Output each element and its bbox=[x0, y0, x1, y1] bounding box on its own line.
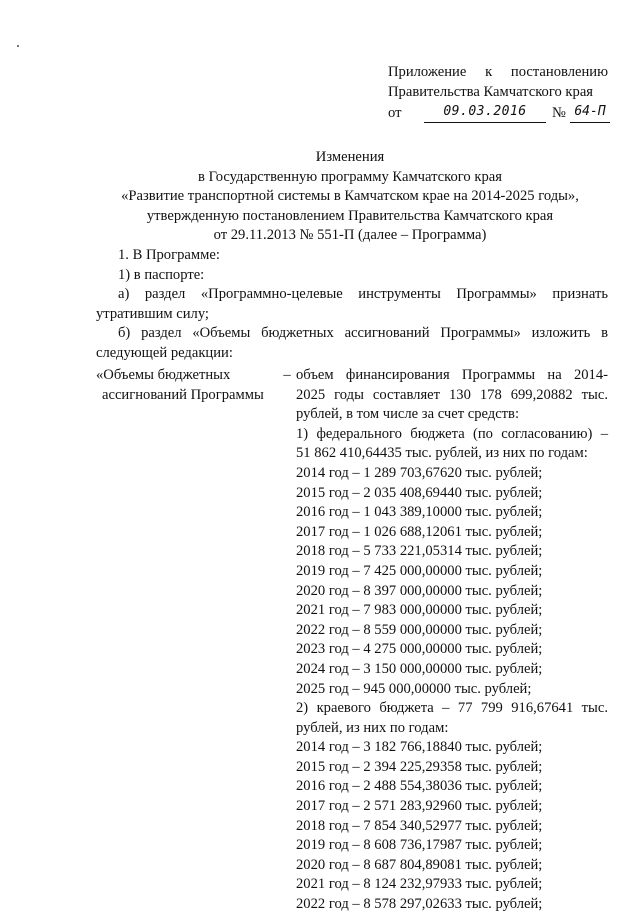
budget-line: 51 862 410,64435 тыс. рублей, из них по годам: bbox=[296, 445, 588, 462]
budget-line: 2022 год – 8 578 297,02633 тыс. рублей; bbox=[296, 896, 543, 913]
heading-line: Изменения bbox=[315, 149, 385, 165]
handwritten-date: 09.03.2016 bbox=[424, 102, 546, 123]
budget-line: 2016 год – 1 043 389,10000 тыс. рублей; bbox=[296, 504, 543, 521]
paragraph-b-line-2: следующей редакции: bbox=[96, 344, 233, 361]
budget-line: 2017 год – 1 026 688,12061 тыс. рублей; bbox=[296, 523, 543, 540]
label-line: ассигнований Программы bbox=[102, 386, 264, 403]
budget-line: 2021 год – 7 983 000,00000 тыс. рублей; bbox=[296, 602, 543, 619]
budget-table-values bbox=[296, 366, 608, 915]
paragraph-a-line-1: а) раздел «Программно-целевые инструменты Программы» признать bbox=[118, 286, 608, 303]
paragraph-in-programme: 1. В Программе: bbox=[118, 247, 220, 263]
budget-line: 2024 год – 3 150 000,00000 тыс. рублей; bbox=[296, 660, 543, 677]
budget-line: 2) краевого бюджета – 77 799 916,67641 тыс. bbox=[296, 700, 608, 717]
budget-line: 2018 год – 5 733 221,05314 тыс. рублей; bbox=[296, 543, 543, 560]
heading-line: «Развитие транспортной системы в Камчатском крае на 2014-2025 годы», bbox=[121, 188, 579, 205]
appendix-word-prilozhenie: Приложение bbox=[388, 64, 467, 80]
document-heading bbox=[60, 148, 640, 246]
budget-line: 2015 год – 2 394 225,29358 тыс. рублей; bbox=[296, 758, 543, 775]
document-body bbox=[96, 246, 608, 364]
budget-line: рублей, в том числе за счет средств: bbox=[296, 406, 520, 423]
label-line: «Объемы бюджетных bbox=[96, 367, 231, 383]
appendix-ot-label: от bbox=[388, 105, 402, 122]
budget-line: 2025 год – 945 000,00000 тыс. рублей; bbox=[296, 680, 532, 697]
paragraph-b-line-1: б) раздел «Объемы бюджетных ассигнований Программы» изложить в bbox=[118, 325, 608, 342]
appendix-word-k: к bbox=[485, 64, 493, 80]
budget-line: 2014 год – 1 289 703,67620 тыс. рублей; bbox=[296, 464, 543, 481]
heading-line: от 29.11.2013 № 551-П (далее – Программа) bbox=[213, 227, 487, 244]
heading-line: утвержденную постановлением Правительства Камчатского края bbox=[146, 207, 554, 224]
appendix-block bbox=[388, 63, 608, 126]
budget-line: 2022 год – 8 559 000,00000 тыс. рублей; bbox=[296, 621, 543, 638]
table-dash: – bbox=[283, 367, 291, 383]
paragraph-in-passport: 1) в паспорте: bbox=[118, 266, 205, 283]
budget-line: 2020 год – 8 397 000,00000 тыс. рублей; bbox=[296, 582, 543, 599]
appendix-word-postanovleniyu: постановлению bbox=[510, 64, 608, 80]
handwritten-number: 64-П bbox=[570, 102, 610, 123]
budget-line: 2017 год – 2 571 283,92960 тыс. рублей; bbox=[296, 798, 543, 815]
paragraph-a-line-2: утратившим силу; bbox=[96, 305, 209, 322]
budget-line: 2023 год – 4 275 000,00000 тыс. рублей; bbox=[296, 641, 543, 658]
appendix-date-row bbox=[388, 104, 608, 126]
budget-line: 2016 год – 2 488 554,38036 тыс. рублей; bbox=[296, 778, 543, 795]
budget-line: 2020 год – 8 687 804,89081 тыс. рублей; bbox=[296, 856, 543, 873]
budget-line: 2021 год – 8 124 232,97933 тыс. рублей; bbox=[296, 876, 543, 893]
appendix-line-1 bbox=[388, 63, 608, 83]
budget-line: 2015 год – 2 035 408,69440 тыс. рублей; bbox=[296, 484, 543, 501]
scan-speck bbox=[17, 45, 19, 47]
budget-line: 2025 годы составляет 130 178 699,20882 тыс. bbox=[296, 386, 608, 403]
number-sign: № bbox=[552, 105, 566, 122]
budget-line: объем финансирования Программы на 2014- bbox=[296, 367, 608, 383]
budget-line: 2019 год – 7 425 000,00000 тыс. рублей; bbox=[296, 562, 543, 579]
heading-line: в Государственную программу Камчатского края bbox=[198, 168, 502, 185]
appendix-line-2: Правительства Камчатского края bbox=[388, 83, 594, 100]
budget-line: 1) федерального бюджета (по согласованию) – bbox=[296, 425, 608, 442]
budget-line: 2014 год – 3 182 766,18840 тыс. рублей; bbox=[296, 739, 543, 756]
budget-line: 2019 год – 8 608 736,17987 тыс. рублей; bbox=[296, 837, 543, 854]
budget-table-label bbox=[96, 366, 282, 405]
budget-line: рублей, из них по годам: bbox=[296, 719, 449, 736]
budget-line: 2018 год – 7 854 340,52977 тыс. рублей; bbox=[296, 817, 543, 834]
